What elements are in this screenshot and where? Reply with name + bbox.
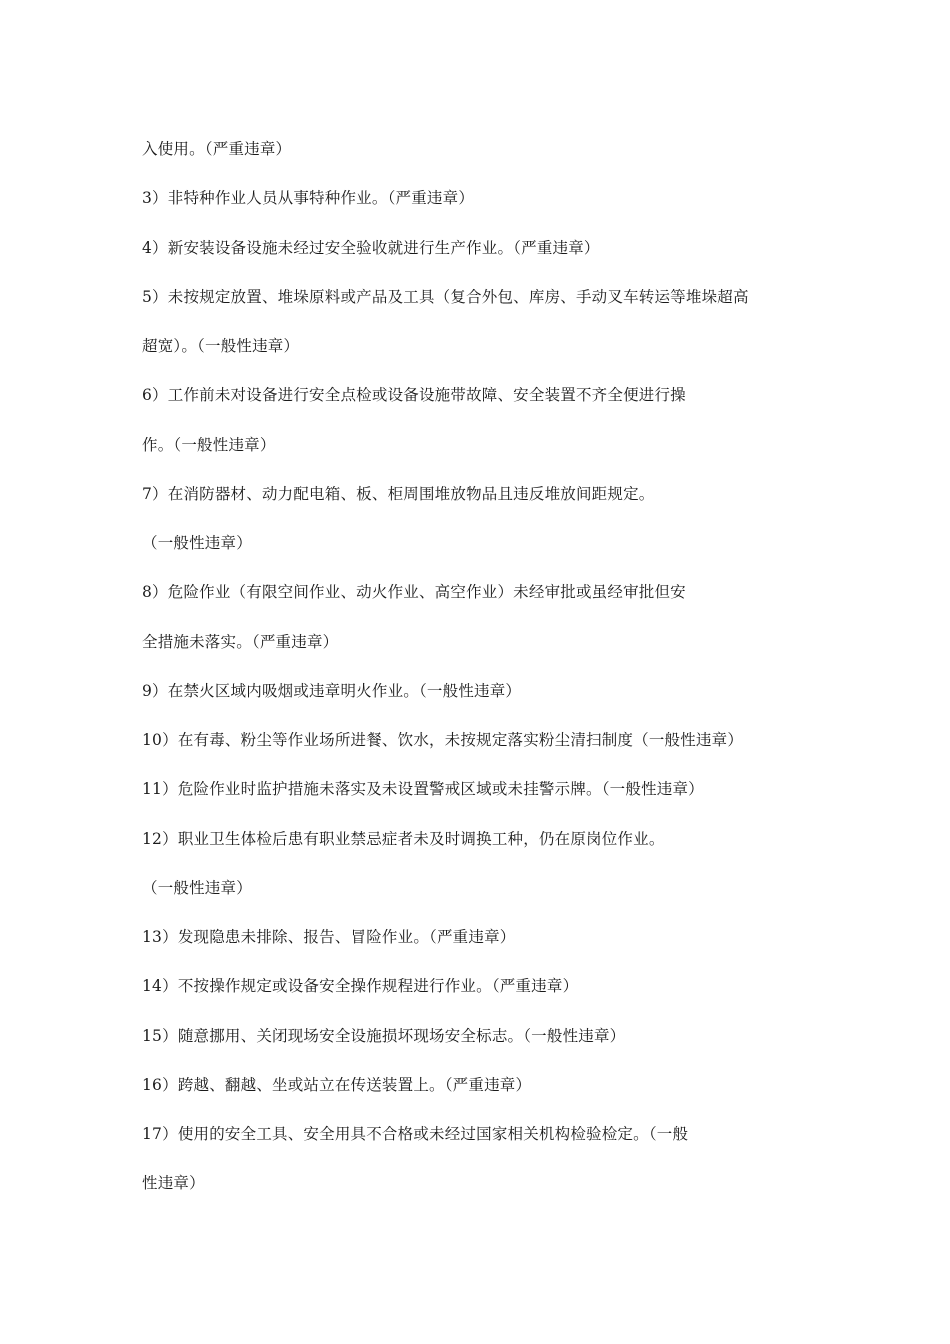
text-line: 7）在消防器材、动力配电箱、板、柜周围堆放物品且违反堆放间距规定。 — [142, 484, 655, 503]
text-line: 10）在有毒、粉尘等作业场所进餐、饮水，未按规定落实粉尘清扫制度（一般性违章） — [142, 731, 744, 749]
text-line: 作。（一般性违章） — [142, 435, 276, 454]
text-line: （一般性违章） — [142, 534, 252, 552]
text-line: 17）使用的安全工具、安全用具不合格或未经过国家相关机构检验检定。（一般 — [142, 1125, 689, 1143]
text-line: 14）不按操作规定或设备安全操作规程进行作业。（严重违章） — [142, 977, 579, 996]
document-body — [142, 134, 842, 1218]
text-line: 13）发现隐患未排除、报告、冒险作业。（严重违章） — [142, 928, 516, 946]
text-line: 4）新安装设备设施未经过安全验收就进行生产作业。（严重违章） — [142, 238, 600, 257]
text-line: 5）未按规定放置、堆垛原料或产品及工具（复合外包、库房、手动叉车转运等堆垛超高 — [142, 287, 749, 306]
text-line: 8）危险作业（有限空间作业、动火作业、高空作业）未经审批或虽经审批但安 — [142, 583, 686, 602]
text-line: 6）工作前未对设备进行安全点检或设备设施带故障、安全装置不齐全便进行操 — [142, 386, 686, 405]
text-line: 16）跨越、翻越、坐或站立在传送装置上。（严重违章） — [142, 1075, 532, 1094]
text-line: 11）危险作业时监护措施未落实及未设置警戒区域或未挂警示牌。（一般性违章） — [142, 780, 704, 799]
text-line: 入使用。（严重违章） — [142, 140, 292, 158]
text-line: （一般性违章） — [142, 878, 252, 897]
text-line: 15）随意挪用、关闭现场安全设施损坏现场安全标志。（一般性违章） — [142, 1026, 626, 1045]
text-line: 超宽）。（一般性违章） — [142, 337, 300, 355]
text-line: 3）非特种作业人员从事特种作业。（严重违章） — [142, 189, 475, 208]
text-line: 9）在禁火区域内吸烟或违章明火作业。（一般性违章） — [142, 681, 522, 700]
text-line: 性违章） — [142, 1174, 205, 1193]
text-line: 全措施未落实。（严重违章） — [142, 632, 339, 651]
text-line: 12）职业卫生体检后患有职业禁忌症者未及时调换工种，仍在原岗位作业。 — [142, 829, 665, 848]
